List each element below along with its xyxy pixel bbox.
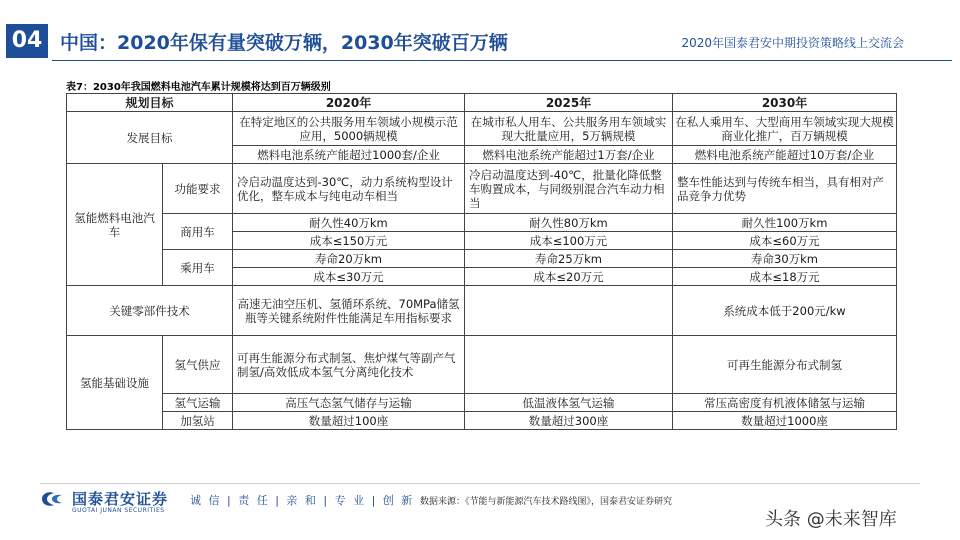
row-label-vehicle: 氢能燃料电池汽车 xyxy=(67,164,163,286)
plan-table-wrap xyxy=(66,93,896,430)
table-cell: 成本≤60万元 xyxy=(673,232,897,250)
table-cell: 数量超过1000座 xyxy=(673,412,897,430)
table-cell: 数量超过100座 xyxy=(233,412,465,430)
table-cell: 系统成本低于200元/kw xyxy=(673,286,897,336)
data-source: 数据来源：《节能与新能源汽车技术路线图》，国泰君安证券研究 xyxy=(420,497,673,507)
table-cell: 成本≤30万元 xyxy=(233,268,465,286)
table-cell: 耐久性40万km xyxy=(233,214,465,232)
col-header-2020: 2020年 xyxy=(233,94,465,112)
table-cell: 在私人乘用车、大型商用车领域实现大规模商业化推广，百万辆规模 xyxy=(673,112,897,146)
table-cell: 在城市私人用车、公共服务用车领域实现大批量应用，5万辆规模 xyxy=(465,112,673,146)
slide-title: 中国：2020年保有量突破万辆，2030年突破百万辆 xyxy=(60,32,508,54)
footer-divider xyxy=(40,483,920,484)
table-row xyxy=(67,394,897,412)
plan-table xyxy=(66,93,897,430)
sub-label-commercial: 商用车 xyxy=(163,214,233,250)
table-cell: 整车性能达到与传统车相当，具有相对产品竞争力优势 xyxy=(673,164,897,214)
table-row xyxy=(67,112,897,146)
table-cell: 成本≤18万元 xyxy=(673,268,897,286)
table-cell: 数量超过300座 xyxy=(465,412,673,430)
table-cell-empty xyxy=(465,286,673,336)
sub-label-transport: 氢气运输 xyxy=(163,394,233,412)
watermark: 头条 @未来智库 xyxy=(765,509,897,530)
section-number: 04 xyxy=(6,24,48,58)
event-name: 2020年国泰君安中期投资策略线上交流会 xyxy=(681,36,904,50)
table-cell: 高压气态氢气储存与运输 xyxy=(233,394,465,412)
table-cell: 成本≤20万元 xyxy=(465,268,673,286)
table-cell: 常压高密度有机液体储氢与运输 xyxy=(673,394,897,412)
table-cell: 寿命25万km xyxy=(465,250,673,268)
sub-label-station: 加氢站 xyxy=(163,412,233,430)
table-caption: 表7：2030年我国燃料电池汽车累计规模将达到百万辆级别 xyxy=(66,82,331,93)
row-label-dev-goal: 发展目标 xyxy=(67,112,233,164)
table-row xyxy=(67,336,897,394)
slide-header xyxy=(0,0,960,62)
table-cell: 低温液体氢气运输 xyxy=(465,394,673,412)
company-name: 国泰君安证券 xyxy=(72,490,169,508)
table-cell: 可再生能源分布式制氢 xyxy=(673,336,897,394)
table-cell: 耐久性80万km xyxy=(465,214,673,232)
table-row xyxy=(67,214,897,232)
table-row xyxy=(67,412,897,430)
table-header-row xyxy=(67,94,897,112)
table-cell: 寿命30万km xyxy=(673,250,897,268)
table-cell: 燃料电池系统产能超过1000套/企业 xyxy=(233,146,465,164)
company-slogan: 诚 信 | 责 任 | 亲 和 | 专 业 | 创 新 xyxy=(190,494,415,507)
table-cell: 高速无油空压机、氢循环系统、70MPa储氢瓶等关键系统附件性能满足车用指标要求 xyxy=(233,286,465,336)
table-cell: 冷启动温度达到-30℃，动力系统构型设计优化，整车成本与纯电动车相当 xyxy=(233,164,465,214)
sub-label-supply: 氢气供应 xyxy=(163,336,233,394)
company-logo-icon xyxy=(40,490,64,508)
table-row xyxy=(67,164,897,214)
table-cell: 成本≤150万元 xyxy=(233,232,465,250)
table-cell: 成本≤100万元 xyxy=(465,232,673,250)
table-row xyxy=(67,286,897,336)
col-header-2030: 2030年 xyxy=(673,94,897,112)
table-cell: 燃料电池系统产能超过10万套/企业 xyxy=(673,146,897,164)
table-cell: 耐久性100万km xyxy=(673,214,897,232)
row-label-infra: 氢能基础设施 xyxy=(67,336,163,430)
table-cell: 在特定地区的公共服务用车领域小规模示范应用，5000辆规模 xyxy=(233,112,465,146)
header-divider xyxy=(52,60,952,61)
row-label-components: 关键零部件技术 xyxy=(67,286,233,336)
sub-label-passenger: 乘用车 xyxy=(163,250,233,286)
table-cell: 燃料电池系统产能超过1万套/企业 xyxy=(465,146,673,164)
col-header-goal: 规划目标 xyxy=(67,94,233,112)
col-header-2025: 2025年 xyxy=(465,94,673,112)
sub-label-function: 功能要求 xyxy=(163,164,233,214)
table-row xyxy=(67,250,897,268)
company-name-en: GUOTAI JUNAN SECURITIES xyxy=(72,507,165,514)
table-cell-empty xyxy=(465,336,673,394)
table-cell: 可再生能源分布式制氢、焦炉煤气等副产气制氢/高效低成本氢气分离纯化技术 xyxy=(233,336,465,394)
table-cell: 寿命20万km xyxy=(233,250,465,268)
table-cell: 冷启动温度达到-40℃，批量化降低整车购置成本，与同级别混合汽车动力相当 xyxy=(465,164,673,214)
